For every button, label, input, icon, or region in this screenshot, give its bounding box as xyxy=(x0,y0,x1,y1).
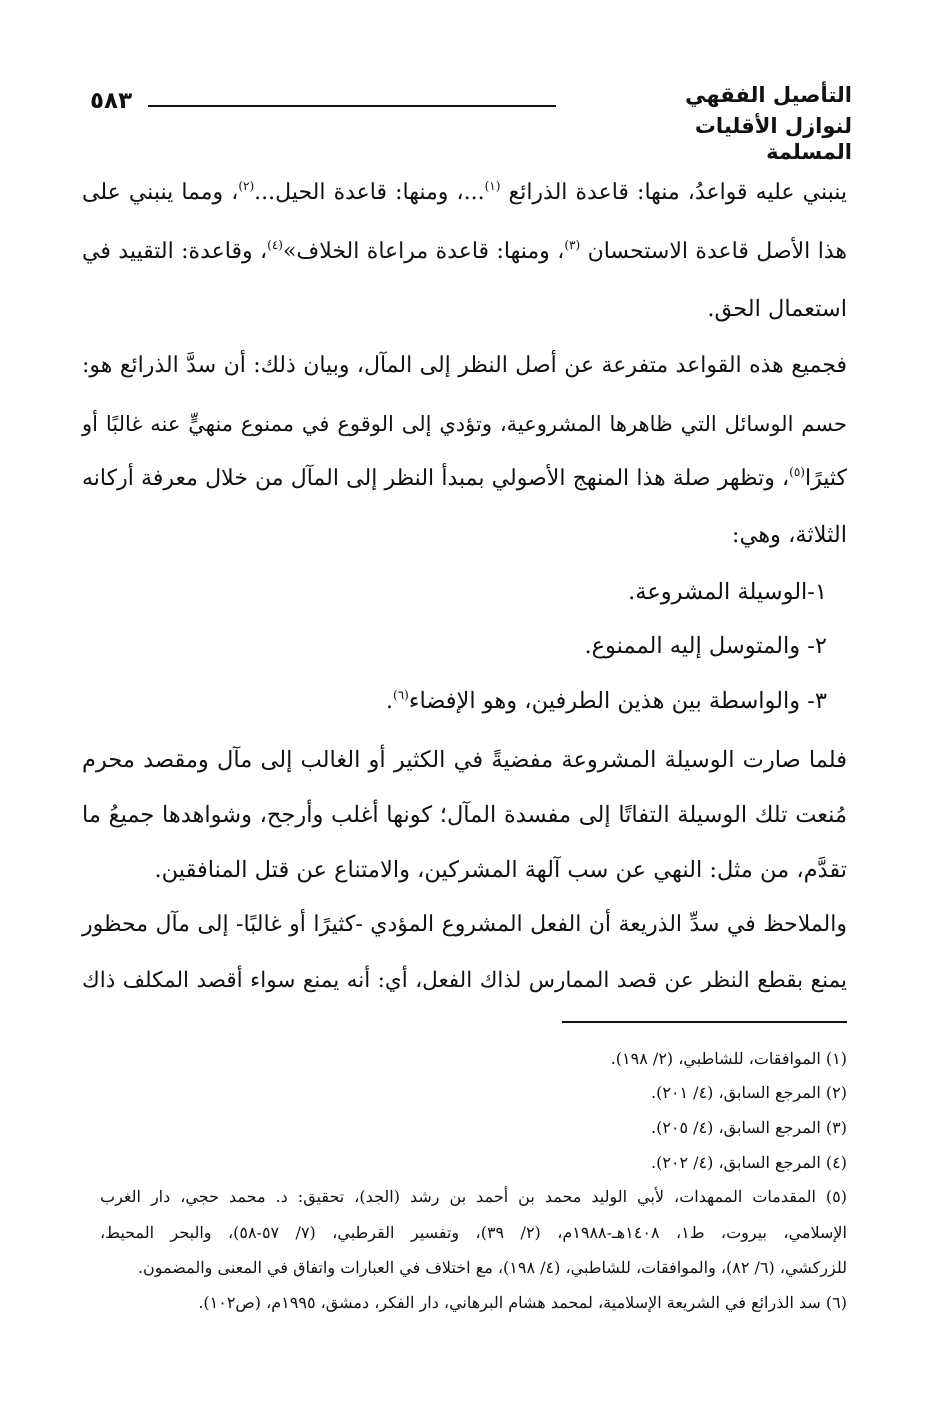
body-line-13: تقدَّم، من مثل: النهي عن سب آلهة المشركين، والامتناع عن قتل المنافقين. xyxy=(154,857,847,883)
footnote-ref-3: (٣) xyxy=(564,238,581,252)
footnote-5-line-2: الإسلامي، بيروت، ط١، ١٤٠٨هـ-١٩٨٨م، (٢/ ٣٩)، وتفسير القرطبي، (٧/ ٥٧-٥٨)، والبحر المحيط، xyxy=(100,1223,847,1242)
body-line-15: يمنع بقطع النظر عن قصد الممارس لذاك الفعل، أي: أنه يمنع سواء أقصد المكلف ذاك xyxy=(82,968,847,993)
body-line-7: الثلاثة، وهي: xyxy=(731,522,847,548)
footnote-5-line-3: للزركشي، (٦/ ٨٢)، والموافقات، للشاطبي، (٤/ ١٩٨)، مع اختلاف في العبارات واتفاق في المعنى والمضمون. xyxy=(137,1258,847,1277)
footnote-2: (٢) المرجع السابق، (٤/ ٢٠١). xyxy=(650,1083,847,1102)
list-item-2: ٢- والمتوسل إليه الممنوع. xyxy=(584,633,827,659)
body-line-14: والملاحظ في سدِّ الذريعة أن الفعل المشروع المؤدي -كثيرًا أو غالبًا- إلى مآل محظور xyxy=(82,912,847,937)
body-line-6: كثيرًا$^{(٥)}$، وتظهر صلة هذا المنهج الأصولي بمبدأ النظر إلى المآل من خلال معرفة أركانه xyxy=(82,465,847,491)
page-number: ٥٨٣ xyxy=(90,88,133,114)
body-line-5: حسم الوسائل التي ظاهرها المشروعية، وتؤدي إلى الوقوع في ممنوع منهيٍّ عنه غالبًا أو xyxy=(82,412,847,436)
footnote-1: (١) الموافقات، للشاطبي، (٢/ ١٩٨). xyxy=(610,1049,847,1068)
footnote-ref-2: (٢) xyxy=(238,179,255,193)
running-title-line-2: لنوازل الأقليات المسلمة xyxy=(694,114,852,164)
footnote-5-line-1: (٥) المقدمات الممهدات، لأبي الوليد محمد بن أحمد بن رشد (الجد)، تحقيق: د. محمد حجي، دار الغرب xyxy=(100,1187,847,1206)
footnote-6: (٦) سد الذرائع في الشريعة الإسلامية، لمحمد هشام البرهاني، دار الفكر، دمشق، ١٩٩٥م، (ص١٠٢). xyxy=(198,1293,847,1312)
body-line-2: هذا الأصل قاعدة الاستحسان $^{(٣)}$، ومنها: قاعدة مراعاة الخلاف»$^{(٤)}$، وقاعدة: التقييد في xyxy=(82,238,847,264)
list-item-1: ١-الوسيلة المشروعة. xyxy=(628,579,827,605)
list-item-3: ٣- والواسطة بين هذين الطرفين، وهو الإفضاء$^{(٦)}$. xyxy=(385,688,827,714)
footnote-separator xyxy=(562,1021,847,1023)
body-line-11: فلما صارت الوسيلة المشروعة مفضيةً في الكثير أو الغالب إلى مآل ومقصد محرم xyxy=(82,747,847,773)
footnote-4: (٤) المرجع السابق، (٤/ ٢٠٢). xyxy=(650,1153,847,1172)
footnote-ref-4: (٤) xyxy=(267,238,283,252)
header-rule xyxy=(148,105,556,107)
body-line-4: فجميع هذه القواعد متفرعة عن أصل النظر إلى المآل، وبيان ذلك: أن سدَّ الذرائع هو: xyxy=(82,353,847,378)
body-line-1: ينبني عليه قواعدُ، منها: قاعدة الذرائع $^{(١)}$...، ومنها: قاعدة الحيل...$^{(٢)}$، ومما ينبني على xyxy=(82,179,847,205)
footnote-3: (٣) المرجع السابق، (٤/ ٢٠٥). xyxy=(650,1118,847,1137)
body-line-3: استعمال الحق. xyxy=(707,296,847,322)
running-title-line-1: التأصيل الفقهي xyxy=(685,83,852,107)
footnote-ref-5: (٥) xyxy=(789,465,805,479)
footnote-ref-6: (٦) xyxy=(393,688,409,702)
body-line-12: مُنعت تلك الوسيلة التفاتًا إلى مفسدة المآل؛ كونها أغلب وأرجح، وشواهدها جميعُ ما xyxy=(82,802,847,828)
footnote-ref-1: (١) xyxy=(484,179,501,193)
